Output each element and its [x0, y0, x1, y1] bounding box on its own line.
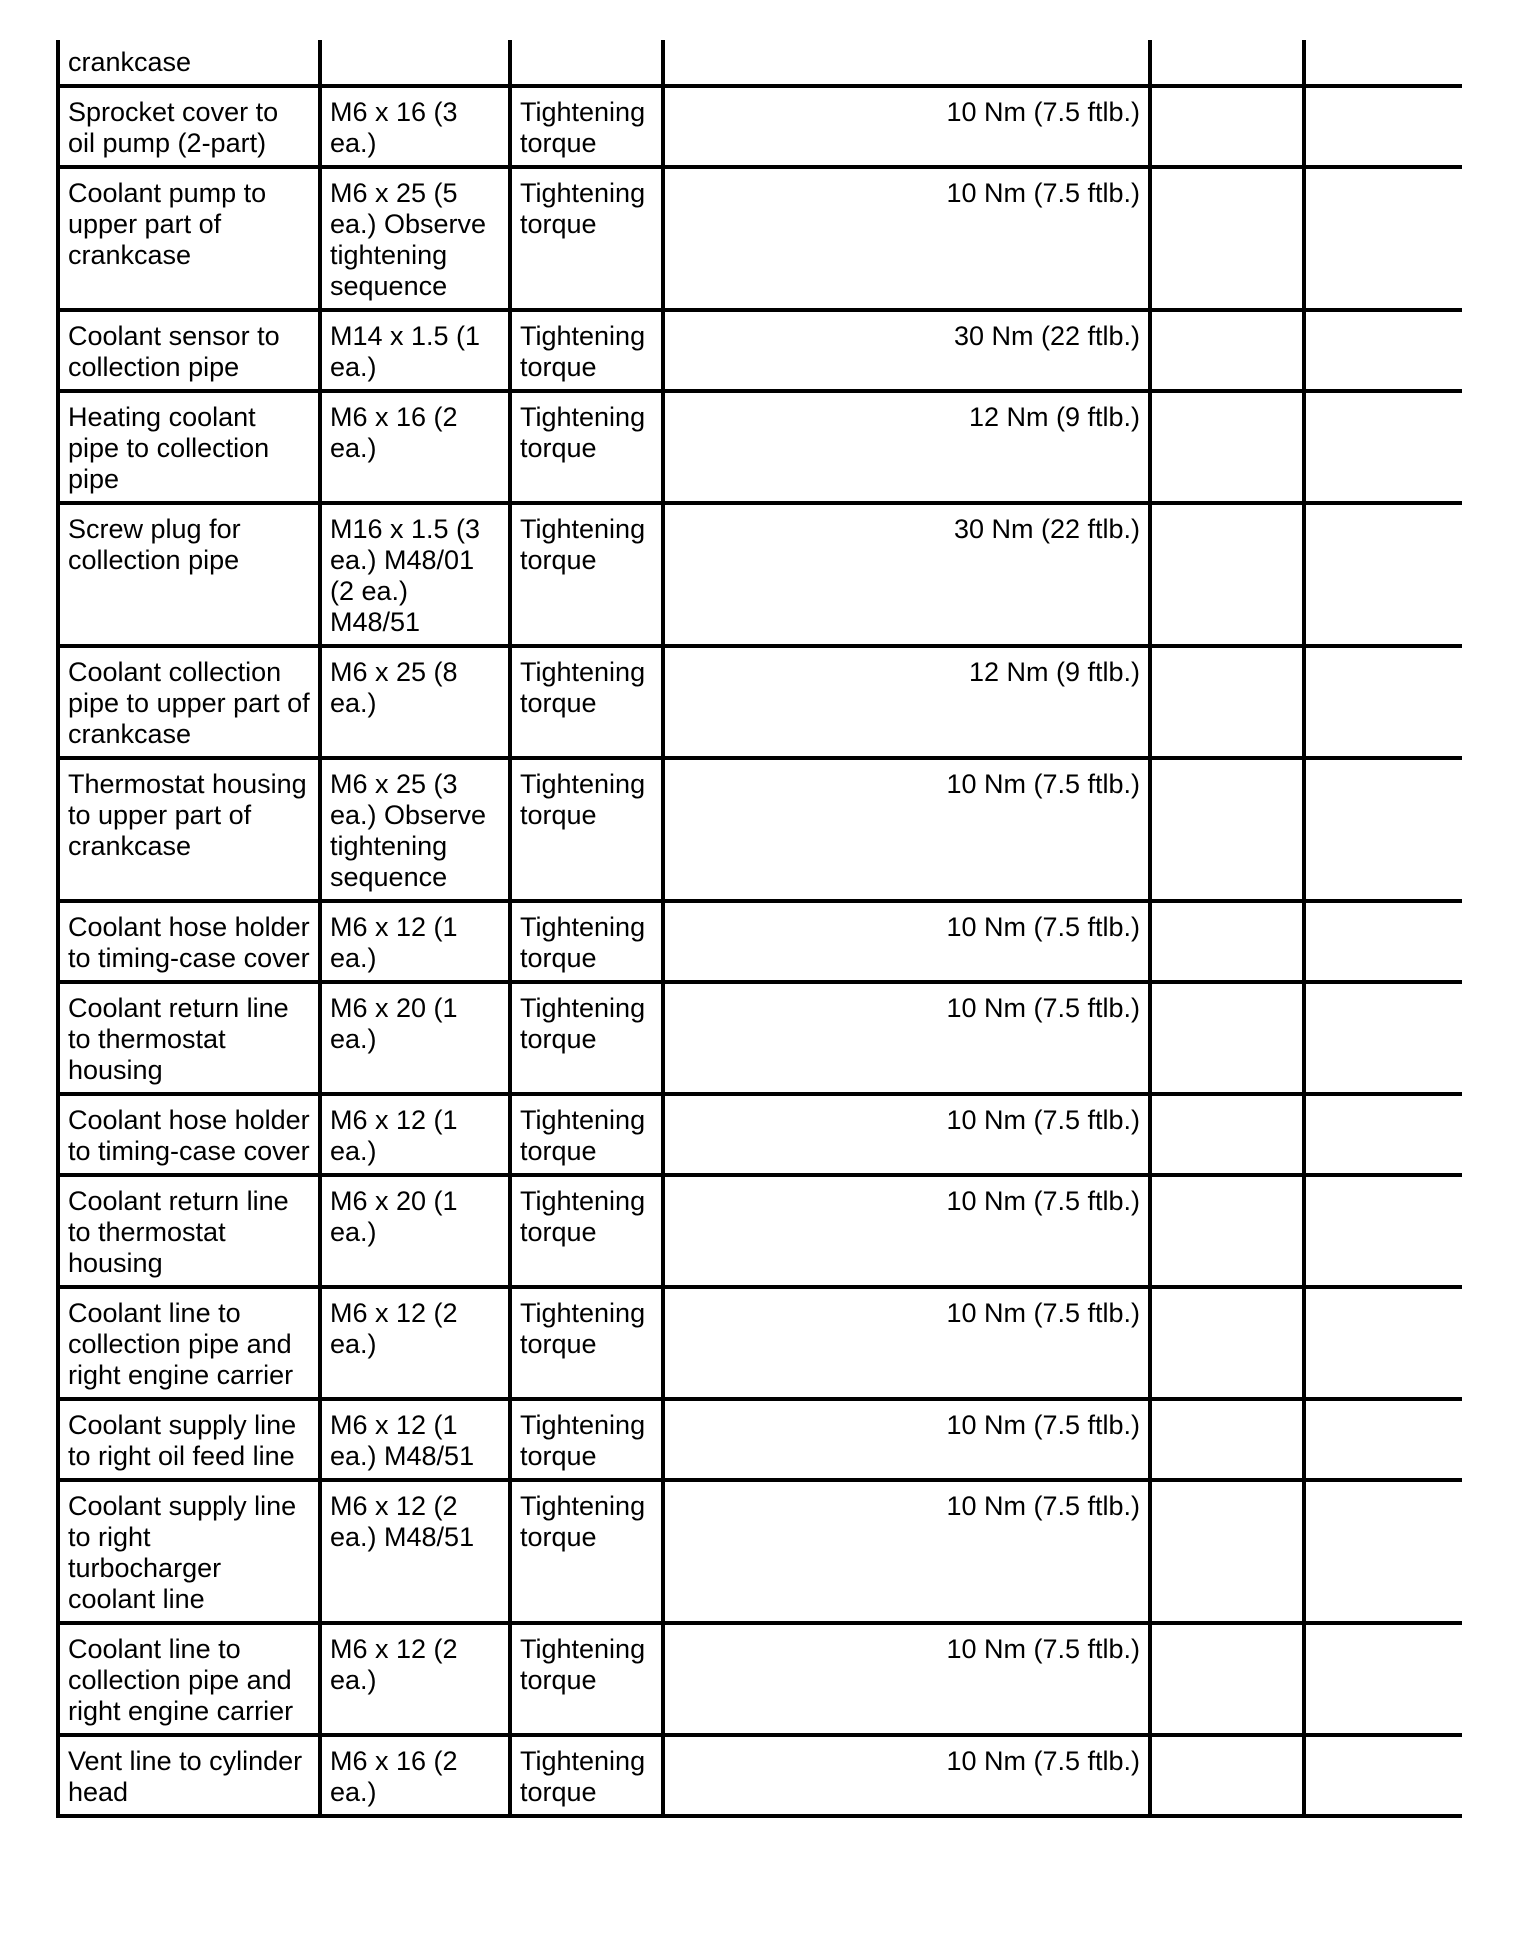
component-cell: Screw plug for collection pipe [58, 503, 320, 646]
spec-type-cell: Tightening torque [510, 310, 663, 391]
spec-type-cell: Tightening torque [510, 758, 663, 901]
component-cell: Heating coolant pipe to collection pipe [58, 391, 320, 503]
empty-cell [1304, 1735, 1462, 1816]
spec-type-cell: Tightening torque [510, 646, 663, 758]
torque-value-cell: 30 Nm (22 ftlb.) [663, 310, 1150, 391]
table-row [58, 646, 1462, 758]
fastener-cell: M16 x 1.5 (3 ea.) M48/01 (2 ea.) M48/51 [320, 503, 510, 646]
table-row [58, 1623, 1462, 1735]
component-cell: Coolant sensor to collection pipe [58, 310, 320, 391]
spec-type-cell: Tightening torque [510, 1399, 663, 1480]
empty-cell [1150, 1399, 1304, 1480]
empty-cell [1304, 1287, 1462, 1399]
torque-value-cell: 10 Nm (7.5 ftlb.) [663, 1287, 1150, 1399]
fastener-cell: M6 x 16 (2 ea.) [320, 1735, 510, 1816]
table-row [58, 1480, 1462, 1623]
empty-cell [1150, 86, 1304, 167]
fastener-cell: M14 x 1.5 (1 ea.) [320, 310, 510, 391]
component-cell: Sprocket cover to oil pump (2-part) [58, 86, 320, 167]
empty-cell [1150, 1735, 1304, 1816]
component-cell: crankcase [58, 40, 320, 86]
torque-value-cell: 10 Nm (7.5 ftlb.) [663, 1175, 1150, 1287]
table-row [58, 86, 1462, 167]
table-row [58, 1735, 1462, 1816]
fastener-cell: M6 x 12 (1 ea.) [320, 901, 510, 982]
table-row [58, 1287, 1462, 1399]
component-cell: Coolant pump to upper part of crankcase [58, 167, 320, 310]
empty-cell [1150, 391, 1304, 503]
fastener-cell: M6 x 16 (2 ea.) [320, 391, 510, 503]
fastener-cell: M6 x 12 (1 ea.) M48/51 [320, 1399, 510, 1480]
fastener-cell: M6 x 20 (1 ea.) [320, 982, 510, 1094]
empty-cell [1150, 646, 1304, 758]
torque-value-cell: 10 Nm (7.5 ftlb.) [663, 86, 1150, 167]
spec-type-cell: Tightening torque [510, 901, 663, 982]
torque-spec-table [56, 40, 1462, 1818]
document-page [56, 40, 1462, 1944]
fastener-cell: M6 x 25 (8 ea.) [320, 646, 510, 758]
torque-value-cell: 10 Nm (7.5 ftlb.) [663, 1094, 1150, 1175]
empty-cell [1150, 982, 1304, 1094]
spec-type-cell: Tightening torque [510, 86, 663, 167]
component-cell: Vent line to cylinder head [58, 1735, 320, 1816]
empty-cell [1150, 310, 1304, 391]
table-row [58, 503, 1462, 646]
component-cell: Coolant line to collection pipe and right engine carrier [58, 1623, 320, 1735]
empty-cell [1150, 1623, 1304, 1735]
spec-type-cell: Tightening torque [510, 391, 663, 503]
table-row [58, 1399, 1462, 1480]
empty-cell [1304, 86, 1462, 167]
fastener-cell: M6 x 25 (5 ea.) Observe tightening sequence [320, 167, 510, 310]
fastener-cell: M6 x 12 (2 ea.) M48/51 [320, 1480, 510, 1623]
torque-value-cell: 10 Nm (7.5 ftlb.) [663, 901, 1150, 982]
fastener-cell: M6 x 12 (2 ea.) [320, 1287, 510, 1399]
empty-cell [1150, 503, 1304, 646]
table-row [58, 167, 1462, 310]
empty-cell [1304, 1480, 1462, 1623]
torque-value-cell: 12 Nm (9 ftlb.) [663, 646, 1150, 758]
table-row [58, 901, 1462, 982]
torque-value-cell [663, 40, 1150, 86]
table-row [58, 1094, 1462, 1175]
empty-cell [1304, 901, 1462, 982]
spec-type-cell: Tightening torque [510, 167, 663, 310]
empty-cell [1304, 1094, 1462, 1175]
empty-cell [1150, 1287, 1304, 1399]
fastener-cell: M6 x 25 (3 ea.) Observe tightening sequence [320, 758, 510, 901]
table-row [58, 391, 1462, 503]
spec-type-cell: Tightening torque [510, 1735, 663, 1816]
empty-cell [1304, 391, 1462, 503]
spec-type-cell: Tightening torque [510, 1175, 663, 1287]
empty-cell [1304, 1623, 1462, 1735]
table-row [58, 310, 1462, 391]
torque-value-cell: 10 Nm (7.5 ftlb.) [663, 1623, 1150, 1735]
empty-cell [1304, 40, 1462, 86]
empty-cell [1304, 758, 1462, 901]
component-cell: Coolant supply line to right oil feed line [58, 1399, 320, 1480]
empty-cell [1304, 1399, 1462, 1480]
table-body [58, 40, 1462, 1816]
empty-cell [1304, 646, 1462, 758]
empty-cell [1150, 901, 1304, 982]
table-row [58, 1175, 1462, 1287]
torque-value-cell: 10 Nm (7.5 ftlb.) [663, 758, 1150, 901]
spec-type-cell: Tightening torque [510, 1287, 663, 1399]
empty-cell [1304, 1175, 1462, 1287]
empty-cell [1304, 310, 1462, 391]
torque-value-cell: 30 Nm (22 ftlb.) [663, 503, 1150, 646]
empty-cell [1150, 1175, 1304, 1287]
component-cell: Thermostat housing to upper part of crankcase [58, 758, 320, 901]
torque-value-cell: 10 Nm (7.5 ftlb.) [663, 1735, 1150, 1816]
component-cell: Coolant line to collection pipe and right engine carrier [58, 1287, 320, 1399]
empty-cell [1304, 503, 1462, 646]
component-cell: Coolant hose holder to timing-case cover [58, 901, 320, 982]
torque-value-cell: 10 Nm (7.5 ftlb.) [663, 982, 1150, 1094]
fastener-cell: M6 x 20 (1 ea.) [320, 1175, 510, 1287]
empty-cell [1304, 167, 1462, 310]
spec-type-cell [510, 40, 663, 86]
empty-cell [1304, 982, 1462, 1094]
spec-type-cell: Tightening torque [510, 503, 663, 646]
torque-value-cell: 10 Nm (7.5 ftlb.) [663, 167, 1150, 310]
spec-type-cell: Tightening torque [510, 1623, 663, 1735]
spec-type-cell: Tightening torque [510, 1094, 663, 1175]
empty-cell [1150, 758, 1304, 901]
torque-value-cell: 12 Nm (9 ftlb.) [663, 391, 1150, 503]
torque-value-cell: 10 Nm (7.5 ftlb.) [663, 1399, 1150, 1480]
component-cell: Coolant collection pipe to upper part of crankcase [58, 646, 320, 758]
table-row [58, 758, 1462, 901]
fastener-cell: M6 x 12 (2 ea.) [320, 1623, 510, 1735]
table-row [58, 982, 1462, 1094]
empty-cell [1150, 1094, 1304, 1175]
fastener-cell [320, 40, 510, 86]
component-cell: Coolant hose holder to timing-case cover [58, 1094, 320, 1175]
component-cell: Coolant supply line to right turbocharger coolant line [58, 1480, 320, 1623]
spec-type-cell: Tightening torque [510, 982, 663, 1094]
fastener-cell: M6 x 16 (3 ea.) [320, 86, 510, 167]
torque-value-cell: 10 Nm (7.5 ftlb.) [663, 1480, 1150, 1623]
fastener-cell: M6 x 12 (1 ea.) [320, 1094, 510, 1175]
table-row [58, 40, 1462, 86]
empty-cell [1150, 1480, 1304, 1623]
component-cell: Coolant return line to thermostat housing [58, 982, 320, 1094]
empty-cell [1150, 167, 1304, 310]
component-cell: Coolant return line to thermostat housing [58, 1175, 320, 1287]
spec-type-cell: Tightening torque [510, 1480, 663, 1623]
empty-cell [1150, 40, 1304, 86]
